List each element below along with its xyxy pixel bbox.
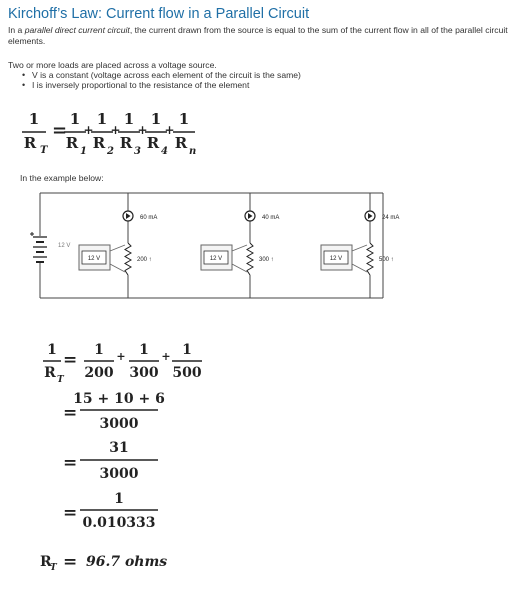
- result-value: 96.7 ohms: [86, 554, 168, 570]
- step4-num: 1: [114, 491, 124, 507]
- formula-term-sub: 1: [80, 146, 87, 157]
- step3-den: 3000: [99, 466, 139, 482]
- plus-sign: +: [110, 123, 121, 137]
- equals-sign: =: [63, 350, 78, 370]
- formula-term-num: 1: [69, 110, 81, 128]
- resistor-icon: [125, 243, 131, 275]
- step1-term-den: 200: [84, 365, 114, 381]
- page-title: Kirchoff’s Law: Current flow in a Parallel Circuit: [8, 6, 310, 22]
- loads-text: Two or more loads are placed across a voltage source.: [8, 60, 217, 70]
- circuit-branch: [201, 193, 279, 298]
- circuit-branch: [79, 193, 157, 298]
- source-voltage-label: 12 V: [58, 243, 71, 249]
- plus-sign: +: [83, 123, 94, 137]
- plus-sign: +: [116, 350, 126, 363]
- plus-sign: +: [164, 123, 175, 137]
- step2-num: 15 + 10 + 6: [73, 391, 165, 407]
- bullet-item: • I is inversely proportional to the resistance of the element: [22, 80, 301, 90]
- circuit-branch: [321, 193, 399, 298]
- step1-terms: [84, 342, 202, 381]
- step4-den: 0.010333: [82, 515, 156, 531]
- formula-term-num: 1: [123, 110, 135, 128]
- step2-den: 3000: [99, 416, 139, 432]
- formula-term-num: 1: [150, 110, 162, 128]
- formula-term-den: R: [119, 134, 133, 152]
- formula-lhs-den: R: [23, 134, 37, 152]
- step1-lhs-num: 1: [47, 342, 57, 358]
- probe-lead: [232, 264, 247, 272]
- step3-num: 31: [109, 440, 129, 456]
- step1-term-den: 300: [129, 365, 159, 381]
- probe-lead: [232, 245, 247, 251]
- formula-term-sub: 2: [107, 146, 114, 157]
- formula-term-num: 1: [96, 110, 108, 128]
- equals-sign: =: [63, 403, 78, 423]
- step-2: [63, 391, 165, 432]
- formula-lhs-sub: T: [40, 145, 48, 156]
- intro-prefix: In a: [8, 25, 25, 35]
- formula-lhs-num: 1: [28, 110, 40, 128]
- result-lhs: R: [40, 554, 52, 570]
- step-4: [63, 491, 158, 531]
- probe-lead: [110, 264, 125, 272]
- voltmeter-reading: 12 V: [87, 256, 101, 262]
- step-3: [63, 440, 158, 482]
- branch-resistance: 500 ↑: [379, 257, 394, 263]
- step1-term-num: 1: [139, 342, 149, 358]
- branch-current: 40 mA: [262, 215, 280, 221]
- branch-current: 24 mA: [382, 215, 400, 221]
- battery-icon: [30, 232, 47, 262]
- formula-term-sub: 4: [161, 146, 168, 157]
- result: [40, 552, 167, 573]
- intro-suffix: , the current drawn from the source is equal to the sum of the current flow in all of the parallel circuit elements.: [8, 25, 508, 46]
- voltmeter-reading: 12 V: [209, 256, 223, 262]
- formula-term-den: R: [146, 134, 160, 152]
- formula-term-den: R: [65, 134, 79, 152]
- step1-lhs-den: R: [44, 365, 56, 381]
- equals-sign: =: [63, 503, 78, 523]
- formula-term-den: R: [174, 134, 188, 152]
- equals-sign: =: [63, 552, 78, 572]
- branch-resistance: 300 ↑: [259, 257, 274, 263]
- probe-lead: [110, 245, 125, 251]
- voltmeter-reading: 12 V: [329, 256, 343, 262]
- step1-lhs-sub: T: [57, 375, 64, 385]
- general-formula: [22, 110, 67, 156]
- bullet-item: • V is a constant (voltage across each element of the circuit is the same): [22, 70, 301, 80]
- branch-resistance: 200 ↑: [137, 257, 152, 263]
- equals-sign: =: [52, 120, 68, 141]
- formula-term-sub: 3: [134, 146, 141, 157]
- circuit-branches: [79, 193, 399, 298]
- example-label: In the example below:: [20, 173, 104, 183]
- equals-sign: =: [63, 453, 78, 473]
- general-formula-terms: [64, 110, 196, 157]
- formula-term-num: 1: [178, 110, 190, 128]
- step1-term-num: 1: [94, 342, 104, 358]
- formula-term-sub: n: [189, 146, 197, 157]
- probe-lead: [352, 245, 367, 251]
- resistor-icon: [247, 243, 253, 275]
- probe-lead: [352, 264, 367, 272]
- step-1: [43, 342, 77, 385]
- formula-term-den: R: [92, 134, 106, 152]
- result-lhs-sub: T: [50, 563, 57, 573]
- intro-emphasis: parallel direct current circuit: [24, 25, 130, 35]
- step1-term-num: 1: [182, 342, 192, 358]
- resistor-icon: [367, 243, 373, 275]
- plus-sign: +: [137, 123, 148, 137]
- branch-current: 60 mA: [140, 215, 158, 221]
- plus-sign: +: [161, 350, 171, 363]
- step1-term-den: 500: [172, 365, 202, 381]
